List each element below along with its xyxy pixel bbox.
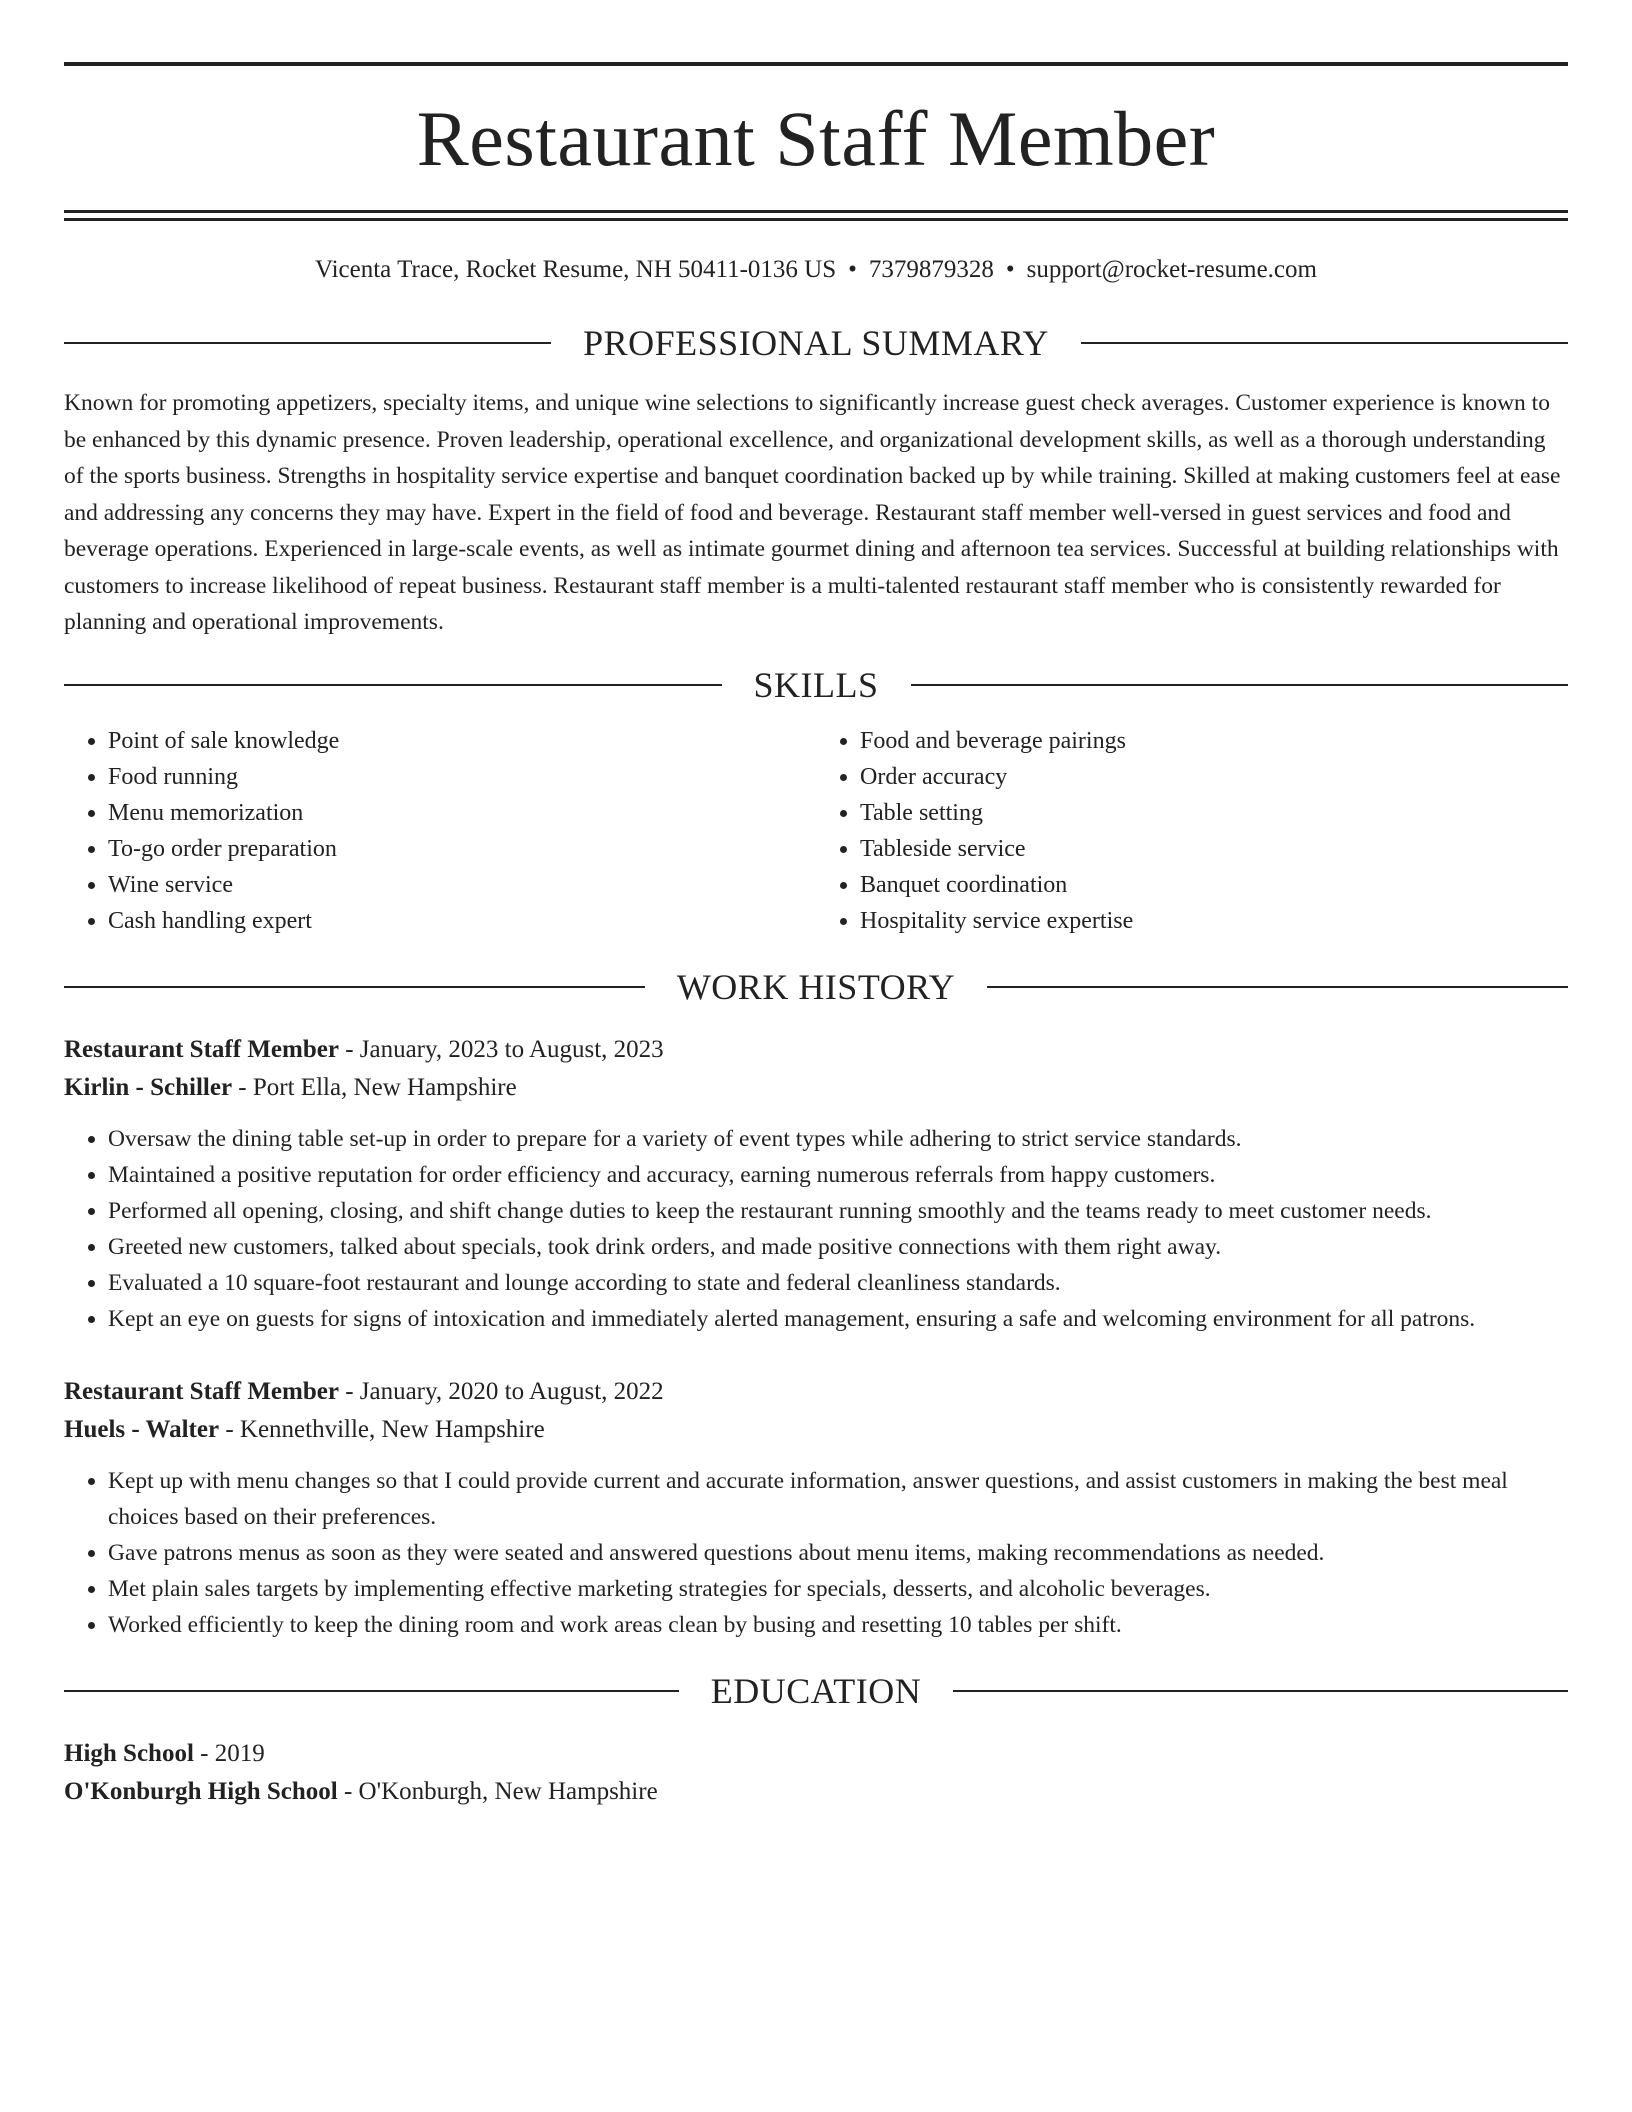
skill-item: • Point of sale knowledge xyxy=(108,723,816,759)
job-bullet: • Gave patrons menus as soon as they were seated and answered questions about menu items, making recommendations as needed. xyxy=(108,1535,1568,1571)
section-rule-left xyxy=(64,684,722,686)
section-rule-left xyxy=(64,1690,679,1692)
contact-phone: 7379879328 xyxy=(868,256,994,283)
section-title-education: EDUCATION xyxy=(710,1670,922,1711)
summary-text: Known for promoting appetizers, specialty items, and unique wine selections to significantly increase guest check averages. Customer experience is known to be enhanced by this dynamic presence. Proven leadership, operational excellence, and organizational development skills, as well as a thorough understanding of the sports business. Strengths in hospitality service expertise and banquet coordination backed up by while training. Skilled at making customers feel at ease and addressing any concerns they may have. Expert in the field of food and beverage. Restaurant staff member well-versed in guest services and food and beverage operations. Experienced in large-scale events, as well as intimate gourmet dining and afternoon tea services. Successful at building relationships with customers to increase likelihood of repeat business. Restaurant staff member is a multi-talented restaurant staff member who is consistently rewarded for planning and operational improvements. xyxy=(64,390,1561,635)
education-entry xyxy=(64,1735,1568,1811)
skill-item: • To-go order preparation xyxy=(108,831,816,867)
skills-list xyxy=(64,723,1568,939)
job-title: Restaurant Staff Member xyxy=(64,1377,339,1405)
education-school: O'Konburgh High School xyxy=(64,1777,338,1805)
skills-column-right xyxy=(816,723,1568,939)
skill-item: • Order accuracy xyxy=(860,759,1568,795)
job-title: Restaurant Staff Member xyxy=(64,1035,339,1063)
education-degree-line xyxy=(64,1735,1568,1773)
skill-item: • Table setting xyxy=(860,795,1568,831)
section-rule-left xyxy=(64,342,551,344)
section-header-work xyxy=(64,966,1568,1007)
skill-item: • Menu memorization xyxy=(108,795,816,831)
skill-item: • Banquet coordination xyxy=(860,867,1568,903)
job-bullet: • Kept up with menu changes so that I could provide current and accurate information, answer questions, and assist customers in making the best meal choices based on their preferences. xyxy=(108,1463,1568,1535)
contact-separator: • xyxy=(848,256,857,283)
section-rule-right xyxy=(911,684,1569,686)
section-rule-right xyxy=(1081,342,1568,344)
section-header-skills xyxy=(64,664,1568,705)
resume-title: Restaurant Staff Member xyxy=(416,95,1216,182)
education-location: - O'Konburgh, New Hampshire xyxy=(337,1777,658,1805)
skill-item: • Food running xyxy=(108,759,816,795)
section-header-summary xyxy=(64,325,1568,361)
title-double-rule xyxy=(64,210,1568,221)
job-company-line xyxy=(64,1411,1568,1449)
job-entry xyxy=(64,1031,1568,1337)
education-degree: High School xyxy=(64,1739,194,1767)
job-location: - Kennethville, New Hampshire xyxy=(219,1415,545,1443)
section-title-work: WORK HISTORY xyxy=(676,966,956,1007)
section-title-skills: SKILLS xyxy=(753,664,879,705)
skills-column-left xyxy=(64,723,816,939)
job-dates: - January, 2023 to August, 2023 xyxy=(338,1035,664,1063)
job-entry xyxy=(64,1373,1568,1643)
job-dates: - January, 2020 to August, 2022 xyxy=(338,1377,664,1405)
section-rule-right xyxy=(987,986,1568,988)
contact-email: support@rocket-resume.com xyxy=(1026,256,1317,283)
top-rule xyxy=(64,62,1568,66)
education-school-line xyxy=(64,1773,1568,1811)
job-company: Huels - Walter xyxy=(64,1415,220,1443)
job-bullet: • Kept an eye on guests for signs of intoxication and immediately alerted management, ensuring a safe and welcoming environment for all patrons. xyxy=(108,1301,1568,1337)
contact-separator: • xyxy=(1005,256,1015,283)
skill-item: • Hospitality service expertise xyxy=(860,903,1568,939)
job-company-line xyxy=(64,1069,1568,1107)
section-title-summary: PROFESSIONAL SUMMARY xyxy=(583,323,1049,363)
job-title-line xyxy=(64,1373,1568,1411)
job-bullets xyxy=(64,1463,1568,1643)
job-bullet: • Performed all opening, closing, and shift change duties to keep the restaurant running smoothly and the teams ready to meet customer needs. xyxy=(108,1193,1568,1229)
skill-item: • Cash handling expert xyxy=(108,903,816,939)
education-year: - 2019 xyxy=(193,1739,265,1767)
job-location: - Port Ella, New Hampshire xyxy=(232,1073,517,1101)
contact-address: Vicenta Trace, Rocket Resume, NH 50411-0136 US xyxy=(315,256,837,283)
job-company: Kirlin - Schiller xyxy=(64,1073,233,1101)
skill-item: • Tableside service xyxy=(860,831,1568,867)
job-bullet: • Maintained a positive reputation for order efficiency and accuracy, earning numerous referrals from happy customers. xyxy=(108,1157,1568,1193)
job-bullet: • Oversaw the dining table set-up in order to prepare for a variety of event types while adhering to strict service standards. xyxy=(108,1121,1568,1157)
section-rule-left xyxy=(64,986,645,988)
skill-item: • Wine service xyxy=(108,867,816,903)
job-bullet: • Greeted new customers, talked about specials, took drink orders, and made positive connections with them right away. xyxy=(108,1229,1568,1265)
job-title-line xyxy=(64,1031,1568,1069)
section-rule-right xyxy=(953,1690,1568,1692)
job-bullets xyxy=(64,1121,1568,1337)
job-bullet: • Evaluated a 10 square-foot restaurant and lounge according to state and federal cleanliness standards. xyxy=(108,1265,1568,1301)
skill-item: • Food and beverage pairings xyxy=(860,723,1568,759)
contact-line xyxy=(64,255,1568,285)
job-bullet: • Met plain sales targets by implementing effective marketing strategies for specials, desserts, and alcoholic beverages. xyxy=(108,1571,1568,1607)
section-header-education xyxy=(64,1670,1568,1711)
job-bullet: • Worked efficiently to keep the dining room and work areas clean by busing and resetting 10 tables per shift. xyxy=(108,1607,1568,1643)
